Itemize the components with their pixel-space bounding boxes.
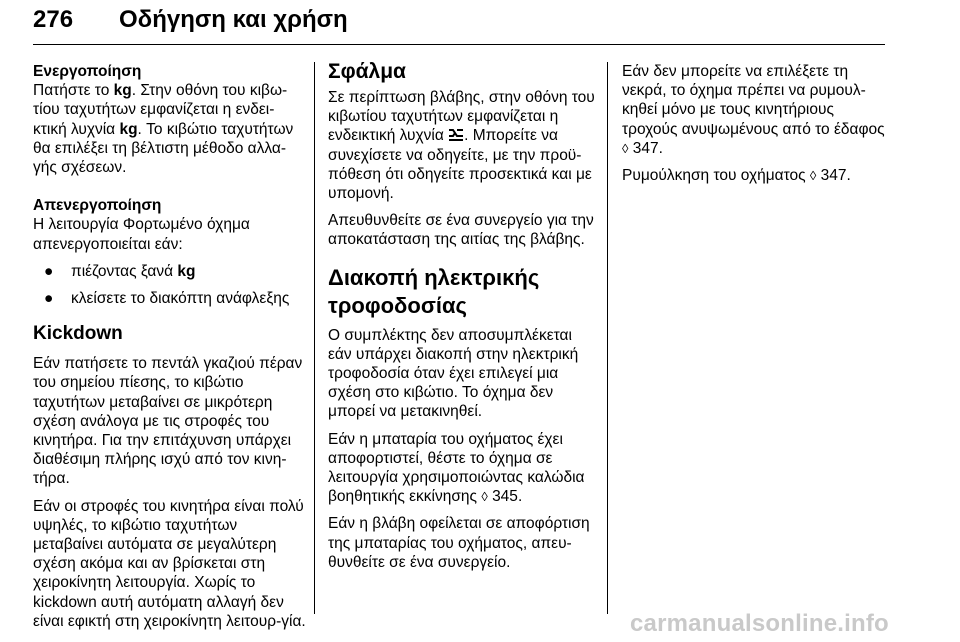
kg-symbol: kg (119, 120, 138, 138)
text: Εάν δεν μπορείτε να επιλέξετε τη νεκρά, το όχημα πρέπει να ρυμουλ-κηθεί μόνο με τους κινητήριους τροχούς ανυψωμένους από το έδαφος (622, 63, 885, 138)
text: Πατήστε το (33, 82, 114, 100)
fault-paragraph-1 (328, 88, 598, 203)
column-3 (622, 62, 886, 185)
kg-symbol: kg (113, 82, 132, 100)
watermark: carmanualsonline.info (630, 610, 889, 637)
power-paragraph-1: Ο συμπλέκτης δεν αποσυμπλέκεται εάν υπάρχει διακοπή στην ηλεκτρική τροφοδοσία όταν έχει επιλεγεί μια σχέση στο κιβώτιο. Το όχημα δεν μπορεί να μετακινηθεί. (328, 326, 579, 421)
page-title: Οδήγηση και χρήση (119, 6, 348, 33)
gearbox-fault-icon (448, 128, 464, 142)
column-1 (33, 62, 308, 631)
power-paragraph-3: Εάν η βλάβη οφείλεται σε αποφόρτιση της μπαταρίας του οχήματος, απευ-θυνθείτε σε ένα συνεργείο. (328, 515, 590, 571)
activation-paragraph (33, 81, 308, 177)
column-2 (328, 58, 598, 572)
text: . Μπορείτε να συνεχίσετε να οδηγείτε, με την προϋ-πόθεση ότι οδηγείτε προσεκτικά και με υπομονή. (328, 127, 592, 203)
page-number: 276 (33, 6, 74, 33)
page-ref-icon: ◊ (809, 168, 817, 184)
list-item (33, 289, 308, 308)
column-divider (607, 62, 608, 614)
kg-symbol: kg (177, 262, 196, 280)
page-reference[interactable]: 347 (820, 167, 847, 185)
power-title: Διακοπή ηλεκτρικής τροφοδοσίας (328, 264, 540, 318)
activation-heading: Ενεργοποίηση (33, 63, 142, 80)
deactivation-heading: Απενεργοποίηση (33, 197, 162, 215)
text: Σε περίπτωση βλάβης, στην οθόνη του κιβωτίου ταχυτήτων εμφανίζεται η ενδεικτική λυχνία (328, 89, 595, 145)
text: . Το κιβώτιο ταχυτήτων θα επιλέξει τη βέλτιστη μέθοδο αλλα-γής σχέσεων. (33, 120, 294, 177)
kickdown-paragraph-1: Εάν πατήσετε το πεντάλ γκαζιού πέραν του σημείου πίεσης, το κιβώτιο ταχυτήτων μεταβαίνει σε μικρότερη σχέση ανάλογα με τις στροφές του κινητήρα. Για την επιτάχυνση υπάρχει διαθέσιμη πλήρης ισχύ από τον κινη-τήρα. (33, 355, 303, 488)
text: κλείσετε το διακόπτη ανάφλεξης (71, 290, 290, 308)
page-header (33, 4, 885, 45)
deactivation-paragraph: Η λειτουργία Φορτωμένο όχημα απενεργοποιείται εάν: (33, 216, 250, 253)
text: πιέζοντας ξανά (71, 262, 178, 280)
fault-title: Σφάλμα (328, 60, 406, 83)
towing-paragraph-1: Εάν δεν μπορείτε να επιλέξετε τη νεκρά, το όχημα πρέπει να ρυμουλ-κηθεί μόνο με τους κινητήριους τροχούς ανυψωμένους από το έδαφος ◊ 347. (622, 63, 885, 157)
page-reference[interactable]: 345 (492, 488, 518, 506)
towing-paragraph-2: Ρυμούλκηση του οχήματος ◊ 347. (622, 167, 851, 185)
page-reference[interactable]: 347 (632, 139, 659, 157)
kickdown-paragraph-2: Εάν οι στροφές του κινητήρα είναι πολύ υψηλές, το κιβώτιο ταχυτήτων μεταβαίνει αυτόματα σε μεγαλύτερη σχέση ακόμα και αν βρίσκεται στη χειροκίνητη λειτουργία. Χωρίς το kickdown αυτή αυτόματη αλλαγή δεν είναι εφικτή στη χειροκίνητη λειτουρ-γία. (33, 497, 306, 630)
bullet-icon: ● (44, 262, 54, 280)
bullet-icon: ● (44, 290, 54, 308)
page-ref-icon: ◊ (622, 140, 629, 156)
list-item (33, 262, 308, 281)
column-divider (314, 62, 315, 614)
power-paragraph-2: Εάν η μπαταρία του οχήματος έχει αποφορτιστεί, θέστε το όχημα σε λειτουργία χρησιμοποιώντας καλώδια βοηθητικής εκκίνησης ◊ 345. (328, 430, 585, 506)
page-ref-icon: ◊ (481, 489, 488, 505)
kickdown-title: Kickdown (33, 323, 123, 345)
fault-paragraph-2: Απευθυνθείτε σε ένα συνεργείο για την αποκατάσταση της αιτίας της βλάβης. (328, 212, 594, 249)
text: . Στην οθόνη του κιβω-τίου ταχυτήτων εμφανίζεται η ενδει-κτική λυχνία (33, 82, 288, 138)
text: Εάν η μπαταρία του οχήματος έχει αποφορτιστεί, θέστε το όχημα σε λειτουργία χρησιμοποιώντας καλώδια βοηθητικής εκκίνησης (328, 430, 585, 506)
text: Ρυμούλκηση του οχήματος (622, 167, 810, 185)
